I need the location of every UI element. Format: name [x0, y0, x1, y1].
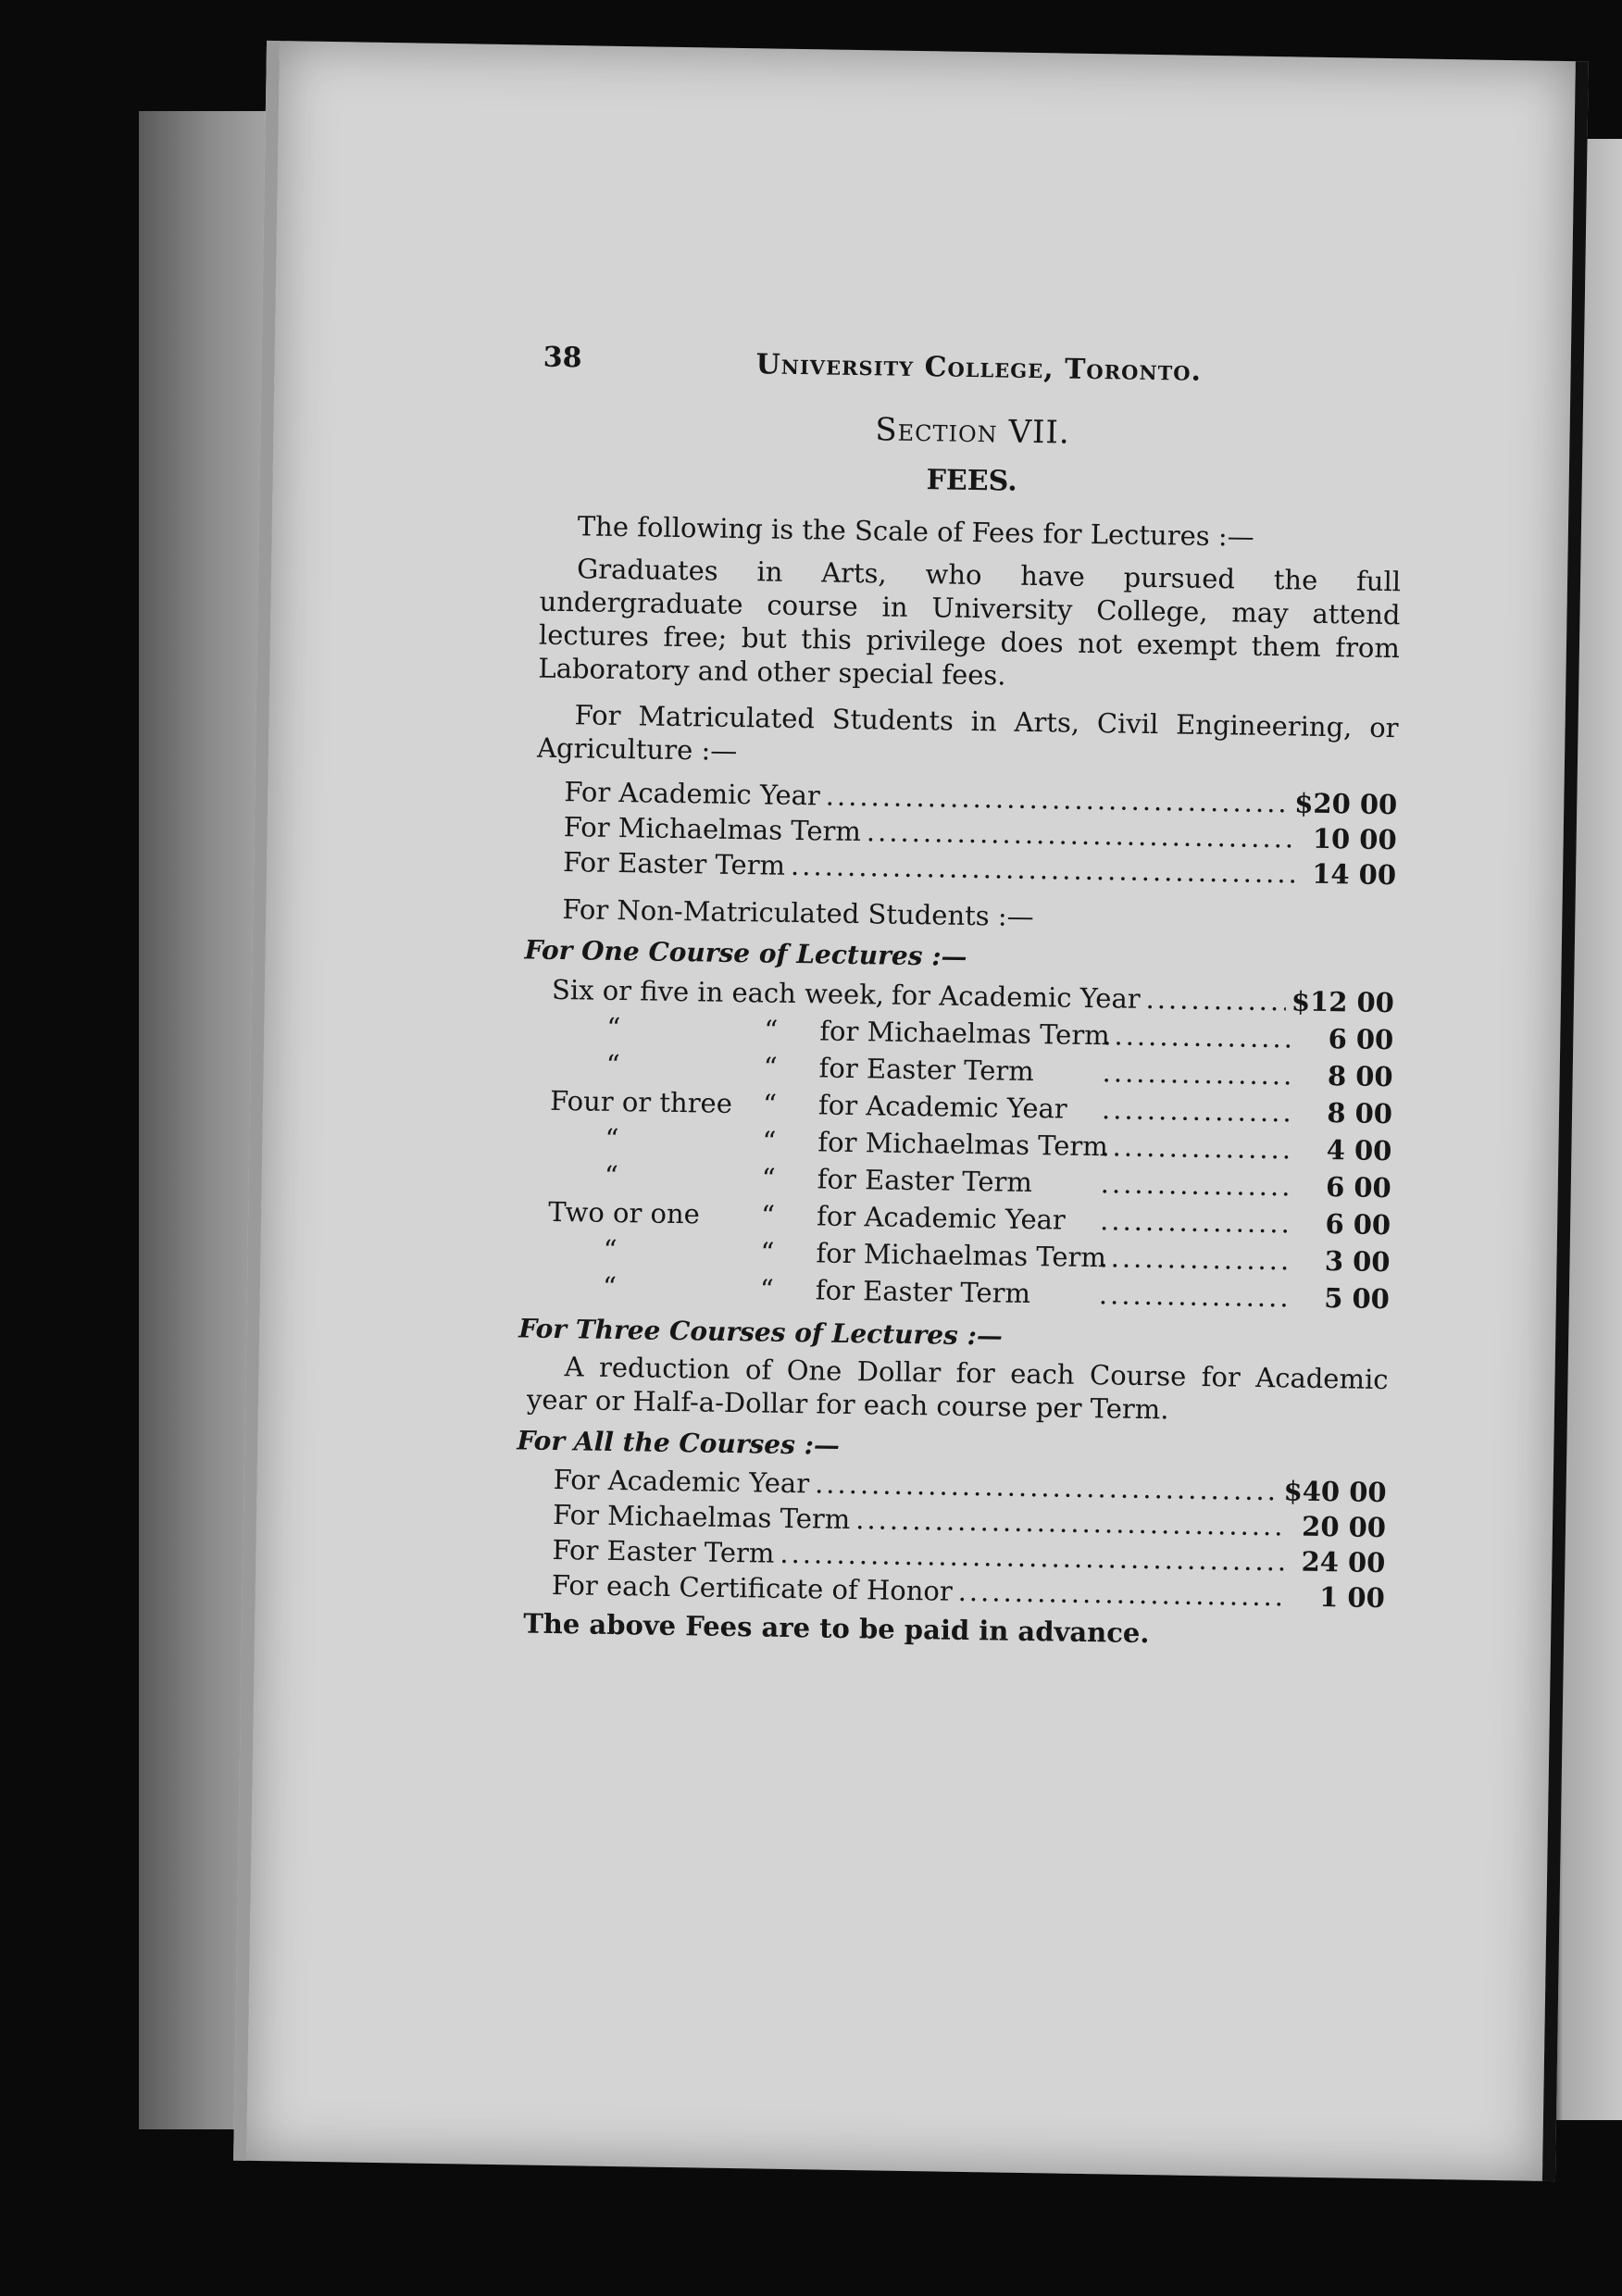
- ditto-mark: “: [764, 1014, 779, 1046]
- fee-amount: 14 00: [1311, 857, 1397, 892]
- leader-dots: [1103, 1017, 1296, 1056]
- fee-label: For Academic Year: [564, 776, 821, 812]
- fee-label: For Academic Year: [553, 1463, 810, 1500]
- term-label: for Michaelmas Term: [819, 1015, 1110, 1052]
- fee-amount: 5 00: [1323, 1282, 1391, 1316]
- book-page: [233, 41, 1589, 2181]
- fee-amount: $12 00: [1291, 985, 1395, 1019]
- fee-amount: 6 00: [1325, 1171, 1392, 1204]
- matriculated-heading: For Matriculated Students in Arts, Civil Engineering, or Agriculture :—: [536, 699, 1399, 767]
- fee-amount: 6 00: [1325, 1208, 1391, 1242]
- ditto-mark: “: [761, 1162, 776, 1194]
- ditto-mark: “: [605, 1122, 619, 1155]
- leader-dots: [1101, 1128, 1294, 1167]
- fee-amount: $20 00: [1294, 787, 1398, 821]
- fees-title: FEES.: [926, 464, 1017, 498]
- running-head: [543, 342, 1404, 420]
- fee-amount: $40 00: [1283, 1475, 1387, 1509]
- leader-dots: [1102, 1091, 1295, 1130]
- fee-label: For Michaelmas Term: [563, 811, 862, 848]
- one-course-heading: For One Course of Lectures :—: [524, 934, 967, 972]
- leader-dots: [1100, 1165, 1293, 1204]
- one-course-fee-list: [529, 971, 1395, 1318]
- term-label: for Michaelmas Term: [816, 1237, 1107, 1274]
- all-courses-heading: For All the Courses :—: [517, 1425, 841, 1461]
- fee-label: For each Certificate of Honor: [551, 1568, 954, 1607]
- fee-amount: 8 00: [1327, 1097, 1393, 1130]
- term-label: for Easter Term: [815, 1274, 1031, 1310]
- leader-dots: [1100, 1202, 1293, 1242]
- ditto-mark: “: [762, 1088, 778, 1120]
- fee-label: For Easter Term: [552, 1533, 775, 1569]
- fee-amount: 20 00: [1301, 1510, 1387, 1544]
- leader-dots: [791, 848, 1299, 892]
- term-label: for Michaelmas Term: [817, 1126, 1109, 1163]
- term-label: for Academic Year: [816, 1200, 1067, 1236]
- term-label: for Easter Term: [817, 1163, 1033, 1199]
- leader-dots: [957, 1574, 1287, 1615]
- fee-amount: 6 00: [1328, 1023, 1394, 1056]
- fee-amount: 1 00: [1318, 1580, 1386, 1615]
- fee-label: For Easter Term: [562, 846, 786, 881]
- section-title: Section VII.: [875, 411, 1071, 452]
- fee-amount: 3 00: [1324, 1245, 1391, 1279]
- fee-amount: 4 00: [1326, 1134, 1392, 1167]
- frequency-label: Six or five in each week,: [551, 973, 885, 1011]
- fee-amount: 8 00: [1327, 1060, 1393, 1093]
- leader-dots: [1099, 1239, 1292, 1279]
- leader-dots: [1099, 1276, 1292, 1316]
- ditto-mark: “: [760, 1199, 776, 1231]
- leader-dots: [1102, 1054, 1295, 1093]
- fee-label: For Michaelmas Term: [552, 1498, 851, 1536]
- frequency-label: Two or one: [547, 1195, 701, 1230]
- leader-dots: [1145, 980, 1286, 1019]
- page-number: 38: [543, 341, 582, 375]
- ditto-mark: “: [763, 1051, 778, 1083]
- matriculated-fee-list: [535, 774, 1398, 893]
- ditto-mark: “: [762, 1125, 777, 1157]
- ditto-mark: “: [603, 1233, 618, 1267]
- fee-amount: 24 00: [1301, 1545, 1386, 1579]
- graduates-paragraph: Graduates in Arts, who have pursued the full undergraduate course in University College, may attend lectures free; but this privilege does not exempt them from Laboratory and other special fees.: [538, 553, 1402, 692]
- term-label: for Easter Term: [818, 1052, 1035, 1088]
- frequency-label: Four or three: [549, 1084, 733, 1119]
- ditto-mark: “: [606, 1011, 621, 1044]
- ditto-mark: “: [760, 1236, 775, 1268]
- non-matriculated-heading: For Non-Matriculated Students :—: [562, 893, 1034, 933]
- all-courses-fee-list: [524, 1462, 1387, 1616]
- intro-paragraph: The following is the Scale of Fees for Lectures :—: [577, 510, 1254, 553]
- ditto-mark: “: [605, 1048, 620, 1081]
- closing-note: The above Fees are to be paid in advance.: [522, 1607, 1150, 1650]
- term-label: for Academic Year: [891, 979, 1141, 1015]
- fee-amount: 10 00: [1312, 822, 1397, 856]
- three-courses-heading: For Three Courses of Lectures :—: [518, 1313, 1004, 1352]
- running-title: University College, Toronto.: [755, 348, 1203, 388]
- ditto-mark: “: [602, 1270, 618, 1304]
- ditto-mark: “: [604, 1159, 618, 1192]
- three-courses-text: A reduction of One Dollar for each Course for Academic year or Half-a-Dollar for each course per Term.: [526, 1351, 1389, 1426]
- ditto-mark: “: [759, 1273, 775, 1305]
- term-label: for Academic Year: [817, 1089, 1067, 1125]
- page-content: [517, 341, 1404, 1653]
